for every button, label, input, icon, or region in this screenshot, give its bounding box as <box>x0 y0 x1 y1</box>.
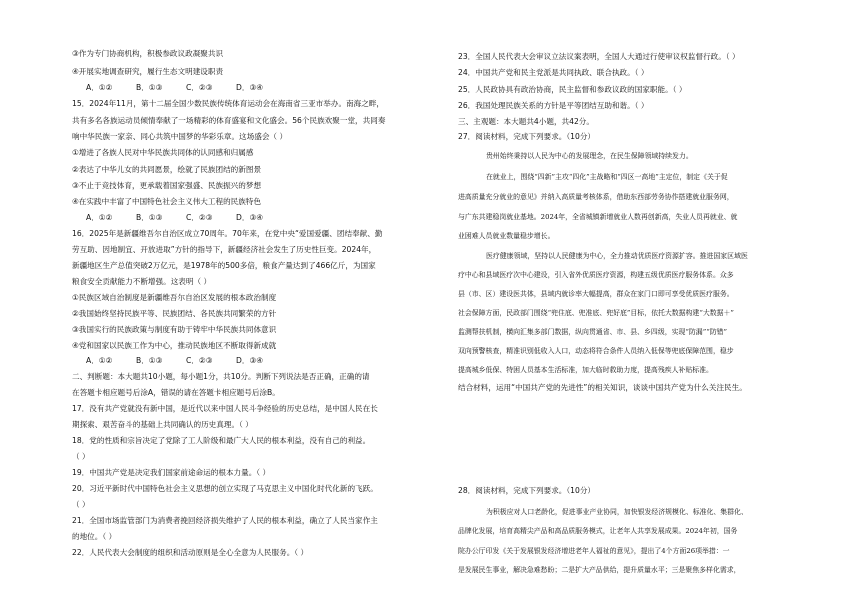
q15-option-1: ①增进了各族人民对中华民族共同体的认同感和归属感 <box>72 148 254 157</box>
q27-material-line3: 进高质量充分就业的意见》并纳入高质量考核体系，借助东西部劳务协作搭建就业服务网， <box>458 193 734 201</box>
q17-line1: 17．没有共产党就没有新中国，是近代以来中国人民斗争经验的历史总结，是中国人民在长 <box>72 404 378 413</box>
q15-option-3: ③不止于竞技体育，更承载着国家强盛、民族振兴的梦想 <box>72 181 262 190</box>
q15-stem-line1: 15．2024年11月，第十二届全国少数民族传统体育运动会在海南省三亚市举办。南海之畔， <box>72 99 385 108</box>
q20-answer-blank: （ ） <box>72 500 90 509</box>
choice-d: D．③④ <box>236 83 264 92</box>
choice-b: B．①③ <box>136 213 163 222</box>
q27-material-line5: 业困难人员就业数量稳步增长。 <box>458 232 555 240</box>
q16-stem-line4: 粮食安全贡献能力不断增强。这表明（ ） <box>72 277 212 286</box>
choice-a: A．①② <box>86 356 113 365</box>
q16-stem-line2: 劳互助、因地制宜、开放进取”方针的指导下，新疆经济社会发生了历史性巨变。2024年， <box>72 245 377 254</box>
choice-d: D．③④ <box>236 213 264 222</box>
section-2-instruction: 在答题卡相应题号后涂A，错误的请在答题卡相应题号后涂B。 <box>72 388 280 397</box>
q15-option-2: ②表达了中华儿女的共同愿景，绘就了民族团结的新图景 <box>72 165 262 174</box>
section-3-heading: 三、主观题：本大题共4小题，共42分。 <box>458 117 594 126</box>
q17-line2: 期探索、艰苦奋斗的基础上共同确认的历史真理。（ ） <box>72 420 253 429</box>
q28-material-line2: 品牌化发展，培育高精尖产品和高品质服务模式，让老年人共享发展成果。2024年初，国务 <box>458 527 738 535</box>
choice-a: A．①② <box>86 83 113 92</box>
q27-material-line1: 贵州始终秉持以人民为中心的发展理念，在民生保障领域持续发力。 <box>486 152 693 160</box>
q24-line: 24．中国共产党和民主党派是共同执政、联合执政。（ ） <box>458 68 649 77</box>
q27-material-line2: 在就业上，围绕“四新”主攻“四化”主战略和“四区一高地”主定位，制定《关于促 <box>486 173 728 181</box>
section-2-heading: 二、判断题：本大题共10小题，每小题1分，共10分。判断下列说法是否正确，正确的请 <box>72 372 370 381</box>
q27-material-line6: 医疗健康领域，坚持以人民健康为中心，全力推动优质医疗资源扩容。推进国家区域医 <box>486 252 748 260</box>
q21-line1: 21．全国市场监管部门为消费者挽回经济损失维护了人民的根本利益，确立了人民当家作主 <box>72 516 378 525</box>
q18-answer-blank: （ ） <box>72 452 90 461</box>
q27-question: 结合材料，运用“中国共产党的先进性”的相关知识，谈谈中国共产党为什么关注民生。 <box>458 383 747 392</box>
q16-option-4: ④党和国家以民族工作为中心，推动民族地区不断取得新成就 <box>72 341 277 350</box>
q25-line: 25．人民政协具有政治协商，民主监督和参政议政的国家职能。（ ） <box>458 85 687 94</box>
q27-material-line11: 双向预警核查，精准识别低收入人口，动态将符合条件人员纳入低保等兜底保障范围，稳步 <box>458 347 734 355</box>
q16-option-1: ①民族区域自治制度是新疆维吾尔自治区发展的根本政治制度 <box>72 293 277 302</box>
q28-heading: 28．阅读材料，完成下列要求。（10分） <box>458 486 596 495</box>
q27-material-line10: 监测帮扶机制，横向汇集多部门数据，纵向贯通省、市、县、乡四级，实现“防漏”“防错” <box>458 328 728 336</box>
q22-line: 22．人民代表大会制度的组织和活动原则是全心全意为人民服务。（ ） <box>72 548 309 557</box>
q27-material-line9: 社会保障方面，民政部门围绕“兜住底、兜准底、兜好底”目标，依托大数据构建“大数据＋” <box>458 309 734 317</box>
q19-line: 19．中国共产党是决定我们国家前途命运的根本力量。（ ） <box>72 468 271 477</box>
q23-line: 23．全国人民代表大会审议立法议案表明，全国人大通过行使审议权监督行政。（ ） <box>458 52 740 61</box>
choice-b: B．①③ <box>136 83 163 92</box>
q16-choices <box>86 356 286 366</box>
q16-option-3: ③我国实行的民族政策与制度有助于铸牢中华民族共同体意识 <box>72 325 277 334</box>
column-divider <box>446 40 447 560</box>
choice-b: B．①③ <box>136 356 163 365</box>
choice-c: C．②③ <box>186 213 213 222</box>
q14-option-4: ④开展实地调查研究，履行生态文明建设职责 <box>72 67 224 76</box>
q14-option-3: ③作为专门协商机构，积极参政议政凝聚共识 <box>72 49 224 58</box>
q27-material-line7: 疗中心和县域医疗次中心建设，引入省外优质医疗资源，构建五级优质医疗服务体系。众多 <box>458 271 734 279</box>
q20-line1: 20．习近平新时代中国特色社会主义思想的创立实现了马克思主义中国化时代化新的飞跃。 <box>72 484 378 493</box>
q27-material-line12: 提高城乡低保、特困人员基本生活标准，加大临时救助力度，提高残疾人补贴标准。 <box>458 366 713 374</box>
q15-option-4: ④在实践中丰富了中国特色社会主义伟大工程的民族特色 <box>72 197 262 206</box>
q18-line1: 18．党的性质和宗旨决定了党除了工人阶级和最广大人民的根本利益，没有自己的利益。 <box>72 436 371 445</box>
q28-material-line3: 院办公厅印发《关于发展银发经济增进老年人福祉的意见》，提出了4个方面26项举措：一 <box>458 547 730 555</box>
q15-choices <box>86 213 286 223</box>
q26-line: 26．我国处理民族关系的方针是平等团结互助和谐。（ ） <box>458 101 649 110</box>
q27-heading: 27．阅读材料，完成下列要求。（10分） <box>458 132 596 141</box>
choice-d: D．③④ <box>236 356 264 365</box>
q27-material-line4: 与广东共建稳岗就业基地。2024年，全省城镇新增就业人数再创新高，失业人员再就业、就 <box>458 213 738 221</box>
choice-c: C．②③ <box>186 83 213 92</box>
q21-line2: 的地位。（ ） <box>72 532 117 541</box>
q27-material-line8: 县（市、区）建设医共体，县域内就诊率大幅提高，群众在家门口即可享受优质医疗服务。 <box>458 290 734 298</box>
q16-stem-line3: 新疆地区生产总值突破2万亿元，是1978年的500多倍，粮食产量达到了466亿斤，为国家 <box>72 261 376 270</box>
q28-material-line4: 是发展民生事业，解决急难愁盼；二是扩大产品供给，提升质量水平；三是聚焦多样化需求， <box>458 566 741 574</box>
q16-option-2: ②我国始终坚持民族平等、民族团结、各民族共同繁荣的方针 <box>72 309 277 318</box>
q15-stem-line2: 共有多名各族运动员倾情奉献了一场精彩的体育盛宴和文化盛会。56个民族欢聚一堂，共同奏 <box>72 116 386 125</box>
q14-choices <box>86 83 286 93</box>
choice-a: A．①② <box>86 213 113 222</box>
q15-stem-line3: 响中华民族一家亲、同心共筑中国梦的华彩乐章。这场盛会（ ） <box>72 132 288 141</box>
choice-c: C．②③ <box>186 356 213 365</box>
q28-material-line1: 为积极应对人口老龄化，促进事业产业协同，加快银发经济规模化、标准化、集群化、 <box>486 508 748 516</box>
q16-stem-line1: 16．2025年是新疆维吾尔自治区成立70周年。70年来，在党中央“爱国爱疆、团结奉献、勤 <box>72 229 383 238</box>
